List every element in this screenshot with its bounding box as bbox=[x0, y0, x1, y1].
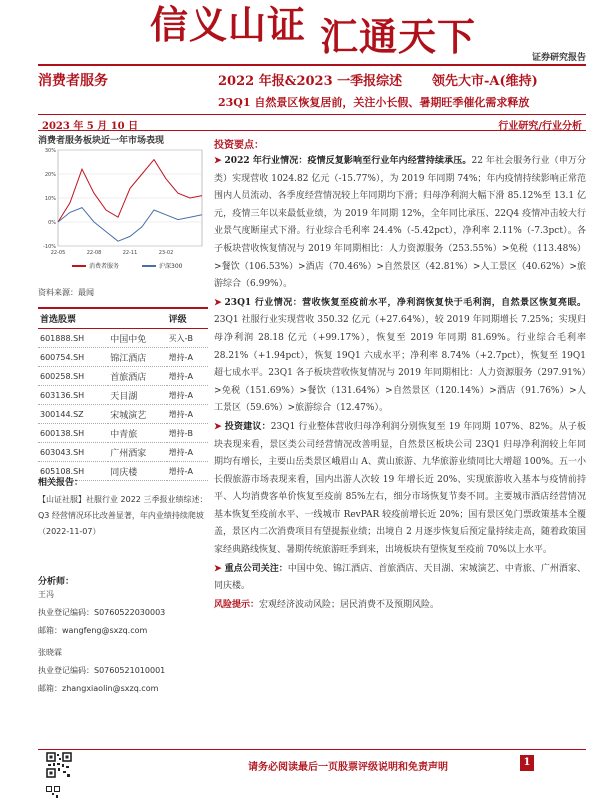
chart-title: 消费者服务板块近一年市场表现 bbox=[38, 136, 165, 146]
performance-chart bbox=[38, 146, 208, 276]
y-tick-label: 0% bbox=[48, 220, 56, 226]
stock-name[interactable]: 同庆楼 bbox=[108, 462, 166, 481]
y-tick-label: 20% bbox=[44, 172, 56, 178]
paragraph-lead: 重点公司关注： bbox=[224, 563, 288, 574]
risk-warning bbox=[214, 597, 586, 615]
report-subtitle: 23Q1 自然景区恢复居前，关注小长假、暑期旺季催化需求释放 bbox=[218, 96, 530, 109]
analyst-name: 张晓霖 bbox=[38, 648, 62, 657]
paragraph-text: 23Q1 社服行业实现营收 350.32 亿元（+27.64%），较 2019 年同期增长 7.25%；实现归母净利润 28.18 亿元（+99.17%），恢复至 2019 年同期 81.69%。行业综合毛利率 28.21%（+1.94pct），恢复 19Q1 六成水平；净利率 8.74%（+2.7pct），恢复至 19Q1 超七成水平。23Q1 各子板块营收恢复情况与 2019 年同期相比：人力资源服务（297.91%）>免税（151.69%）>餐饮（131.64%）>自然景区（120.14%）>酒店（91.76%）>人工景区（59.6%）>旅游综合（12.47%）。 bbox=[214, 315, 586, 414]
series-line-csi300 bbox=[58, 208, 202, 242]
stock-code: 300144.SZ bbox=[38, 405, 108, 424]
analyst-name: 王冯 bbox=[38, 590, 54, 599]
x-tick-label: 22-11 bbox=[122, 250, 138, 256]
stock-rating: 增持-A bbox=[167, 443, 208, 462]
page-number: 1 bbox=[520, 755, 534, 771]
risk-text: 宏观经济波动风险；居民消费不及预期风险。 bbox=[259, 599, 440, 610]
paragraph-2022-overview bbox=[214, 153, 586, 294]
qr-code-icon bbox=[46, 752, 72, 778]
x-tick-label: 23-02 bbox=[158, 250, 174, 256]
table-header: 首选股票 bbox=[38, 308, 108, 329]
analysts-heading: 分析师： bbox=[38, 577, 75, 587]
stock-name[interactable]: 锦江酒店 bbox=[108, 348, 166, 367]
table-row bbox=[38, 405, 208, 424]
report-title: 2022 年报&2023 一季报综述 bbox=[218, 74, 403, 89]
investment-points-heading: 投资要点： bbox=[214, 140, 264, 151]
stock-code: 600138.SH bbox=[38, 424, 108, 443]
stock-code: 603043.SH bbox=[38, 443, 108, 462]
stock-rating: 增持-B bbox=[167, 424, 208, 443]
table-row bbox=[38, 367, 208, 386]
table-row bbox=[38, 348, 208, 367]
x-tick-label: 22-05 bbox=[50, 250, 66, 256]
paragraph-text: 23Q1 行业整体营收归母净利润分别恢复至 19 年同期 107%、82%。从子板块表现来看，景区类公司经营情况改善明显，自然景区板块公司 23Q1 归母净利润较上年同期均有增长，主要山岳类景区峨眉山 A、黄山旅游、九华旅游业绩同比大增超 100%。五一小长假旅游市场表现来看，国内出游人次较 19 年增长近 20%、实现旅游收入基本与疫情前持平、人均消费客单价恢复至疫前 85%左右，细分市场恢复节奏不同。主要城市酒店经营情况基本恢复至疫前水平、一线城市 RevPAR 较疫前增长近 20%；国有景区免门票政策基本全覆盖，景区内二次消费项目有望提振业绩；出境自 2 月逐步恢复后预定量持续走高，随着政策国家经典路线恢复、暑期传统旅游旺季到来，出境板块有望恢复至疫前 70%以上水平。 bbox=[214, 421, 586, 556]
stock-name[interactable]: 首旅酒店 bbox=[108, 367, 166, 386]
paragraph-key-companies bbox=[214, 561, 586, 596]
stock-rating: 增持-A bbox=[167, 367, 208, 386]
table-row bbox=[38, 386, 208, 405]
stock-name[interactable]: 中青旅 bbox=[108, 424, 166, 443]
legend-label: 沪深300 bbox=[159, 263, 183, 270]
table-header: 评级 bbox=[167, 308, 208, 329]
report-category: 行业研究/行业分析 bbox=[498, 121, 582, 132]
table-row bbox=[38, 443, 208, 462]
stock-rating: 买入-B bbox=[167, 329, 208, 348]
table-row bbox=[38, 329, 208, 348]
paragraph-investment-advice bbox=[214, 419, 586, 560]
arrow-bullet-icon: ➤ bbox=[214, 156, 222, 166]
related-report-link[interactable]: 【山证社服】社服行业 2022 三季报业绩综述：Q3 经营情况环比改善显著，年内业绩持续爬坡（2022-11-07） bbox=[38, 495, 208, 536]
chart-source: 资料来源：最闻 bbox=[38, 288, 94, 297]
stock-name[interactable]: 中国中免 bbox=[108, 329, 166, 348]
stock-code: 600754.SH bbox=[38, 348, 108, 367]
paragraph-text: 中国中免、锦江酒店、首旅酒店、天目湖、宋城演艺、中青旅、广州酒家、同庆楼。 bbox=[214, 563, 586, 592]
paragraph-lead: 2022 年行业情况：疫情反复影响至行业年内经营持续承压。 bbox=[224, 156, 472, 166]
paragraph-lead: 投资建议： bbox=[224, 421, 271, 432]
footer-rule bbox=[38, 749, 586, 750]
stock-rating: 增持-A bbox=[167, 348, 208, 367]
stock-name[interactable]: 广州酒家 bbox=[108, 443, 166, 462]
brand-right-text: 汇通天下 bbox=[320, 14, 477, 59]
brand-logo bbox=[150, 0, 480, 59]
stock-code: 600258.SH bbox=[38, 367, 108, 386]
series-line-consumer-services bbox=[58, 160, 202, 222]
arrow-bullet-icon: ➤ bbox=[214, 421, 222, 432]
disclaimer-text: 请务必阅读最后一页股票评级说明和免责声明 bbox=[248, 762, 448, 773]
x-tick-label: 22-08 bbox=[86, 250, 102, 256]
analyst-cert: 执业登记编码：S0760521010001 bbox=[38, 666, 166, 675]
stock-rating: 增持-A bbox=[167, 462, 208, 481]
stock-rating: 增持-A bbox=[167, 386, 208, 405]
analyst-cert: 执业登记编码：S0760522030003 bbox=[38, 608, 166, 617]
stock-code: 605108.SH bbox=[38, 462, 108, 481]
y-tick-label: -10% bbox=[43, 244, 56, 250]
preferred-stocks-table bbox=[38, 307, 208, 481]
table-header bbox=[108, 308, 166, 329]
paragraph-text: 22 年社会服务行业（申万分类）实现营收 1024.82 亿元（-15.77%），为 2019 年同期 74%；年内疫情持续影响正常范围内人员流动、各季度经营情况较上年同期均下滑；归母净利润大幅下滑 85.12%至 13.1 亿元，疫情三年以来最低业绩，为 2019 年同期 12%，全年同比承压、22Q4 疫情冲击较大行业景气度断崖式下滑。行业综合毛利率 24.4%（-5.42pct），净利率 2.11%（-7.3pct）。各子板块营收恢复情况与 2019 年同期相比：人力资源服务（253.55%）>免税（113.48%）>餐饮（106.53%）>酒店（70.46%）>自然景区（42.81%）>人工景区（40.62%）>旅游综合（6.99%）。 bbox=[214, 156, 586, 290]
analyst-email[interactable]: 邮箱：wangfeng@sxzq.com bbox=[38, 626, 148, 635]
table-row bbox=[38, 424, 208, 443]
analyst-block bbox=[38, 586, 208, 640]
rating-headline: 领先大市-A(维持) bbox=[432, 74, 538, 89]
date-bar bbox=[38, 114, 586, 131]
chart-svg bbox=[38, 146, 208, 276]
stock-code: 603136.SH bbox=[38, 386, 108, 405]
y-tick-label: 30% bbox=[44, 148, 56, 154]
stock-rating: 增持-A bbox=[167, 405, 208, 424]
related-reports-heading: 相关报告： bbox=[38, 478, 84, 488]
y-tick-label: 10% bbox=[44, 196, 56, 202]
paragraph-lead: 23Q1 行业情况：营收恢复至疫前水平，净利润恢复快于毛利润，自然景区恢复亮眼。 bbox=[224, 297, 586, 308]
report-type: 证券研究报告 bbox=[531, 53, 586, 63]
analyst-block bbox=[38, 644, 208, 698]
analyst-email[interactable]: 邮箱：zhangxiaolin@sxzq.com bbox=[38, 684, 159, 693]
legend-label: 消费者服务 bbox=[89, 263, 120, 270]
sector-label: 消费者服务 bbox=[38, 73, 108, 89]
arrow-bullet-icon: ➤ bbox=[214, 563, 222, 574]
brand-left-text: 信义山证 bbox=[150, 2, 307, 47]
arrow-bullet-icon: ➤ bbox=[214, 297, 222, 308]
table-header-row bbox=[38, 308, 208, 329]
main-content bbox=[214, 136, 586, 614]
paragraph-23q1-overview bbox=[214, 295, 586, 418]
qr-code-small-icon bbox=[46, 786, 60, 800]
risk-lead: 风险提示： bbox=[214, 599, 260, 610]
report-date: 2023 年 5 月 10 日 bbox=[42, 121, 139, 132]
stock-code: 601888.SH bbox=[38, 329, 108, 348]
header-rule bbox=[38, 64, 586, 66]
stock-name[interactable]: 天目湖 bbox=[108, 386, 166, 405]
stock-name[interactable]: 宋城演艺 bbox=[108, 405, 166, 424]
